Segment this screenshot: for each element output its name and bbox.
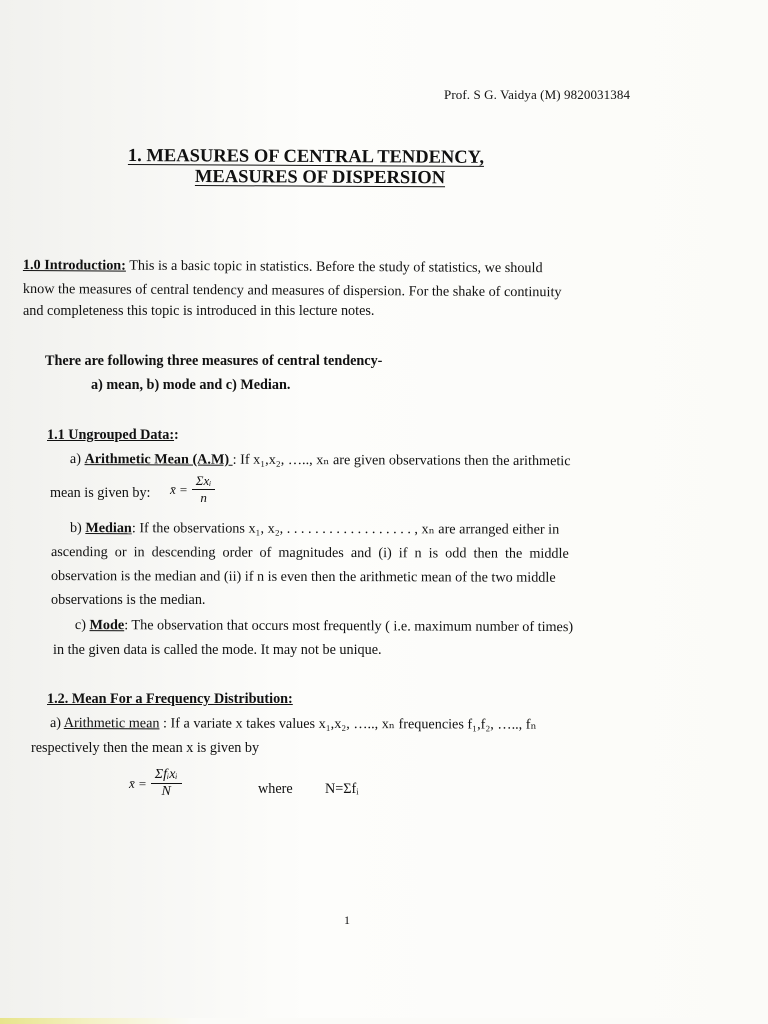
freq-am-label: Arithmetic mean [63, 715, 160, 732]
freq-formula-fraction [151, 767, 182, 800]
mode-line-2: in the given data is called the mode. It may not be unique. [53, 642, 382, 658]
am-definition-line-2: mean is given by: [50, 485, 151, 501]
am-definition-line-1: a) Arithmetic Mean (A.M) : If x₁,x₂, ….., xₙ are given observations then the arithmetic [69, 450, 571, 470]
intro-line-1: 1.0 Introduction: This is a basic topic in statistics. Before the study of statistics, we should [22, 256, 543, 277]
mode-label: Mode [89, 617, 125, 634]
author-line: Prof. S G. Vaidya (M) 9820031384 [444, 87, 631, 102]
bottom-edge [0, 1018, 768, 1024]
title-line-2: MEASURES OF DISPERSION [194, 167, 446, 189]
section-heading-frequency: 1.2. Mean For a Frequency Distribution: [47, 691, 293, 707]
freq-formula-numerator: Σfᵢxᵢ [151, 767, 182, 784]
intro-heading: 1.0 Introduction: [22, 256, 126, 274]
freq-formula-denominator: N [161, 784, 171, 799]
central-tendency-intro: There are following three measures of central tendency- [45, 353, 383, 369]
median-line-1: b) Median: If the observations x₁, x₂, . . . . . . . . . . . . . . . . . . , xₙ are arranged either in [69, 520, 560, 538]
median-line-2: ascending or in descending order of magnitudes and (i) if n is odd then the middle [50, 544, 569, 562]
intro-line-2: know the measures of central tendency and measures of dispersion. For the shake of continuity [22, 280, 562, 301]
am-formula-numerator: Σxᵢ [192, 473, 216, 490]
freq-am-line-1: a) Arithmetic mean : If a variate x takes values x₁,x₂, ….., xₙ frequencies f₁,f₂, ….., fₙ [49, 715, 537, 733]
median-line-3: observation is the median and (ii) if n is even then the arithmetic mean of the two middle [50, 568, 556, 586]
am-label: Arithmetic Mean (A.M) [84, 451, 233, 468]
central-tendency-list: a) mean, b) mode and c) Median. [91, 377, 291, 393]
n-definition: N=Σfᵢ [325, 781, 359, 797]
mode-line-1: c) Mode: The observation that occurs most frequently ( i.e. maximum number of times) [74, 617, 574, 636]
freq-mean-formula [129, 767, 182, 800]
median-label: Median [85, 520, 132, 537]
freq-formula-lhs: x̄ = [129, 775, 147, 791]
am-formula [170, 473, 215, 506]
intro-line-3: and completeness this topic is introduced in this lecture notes. [23, 303, 375, 319]
page-number: 1 [344, 913, 350, 927]
section-heading-ungrouped: 1.1 Ungrouped Data:: [47, 427, 179, 443]
title-line-1: 1. MEASURES OF CENTRAL TENDENCY, [127, 146, 485, 168]
where-label: where [258, 781, 293, 797]
am-formula-lhs: x̄ = [170, 481, 188, 497]
am-formula-fraction [192, 473, 216, 506]
median-line-4: observations is the median. [51, 592, 206, 608]
am-formula-denominator: n [200, 490, 207, 505]
freq-am-line-2: respectively then the mean x is given by [31, 740, 260, 756]
